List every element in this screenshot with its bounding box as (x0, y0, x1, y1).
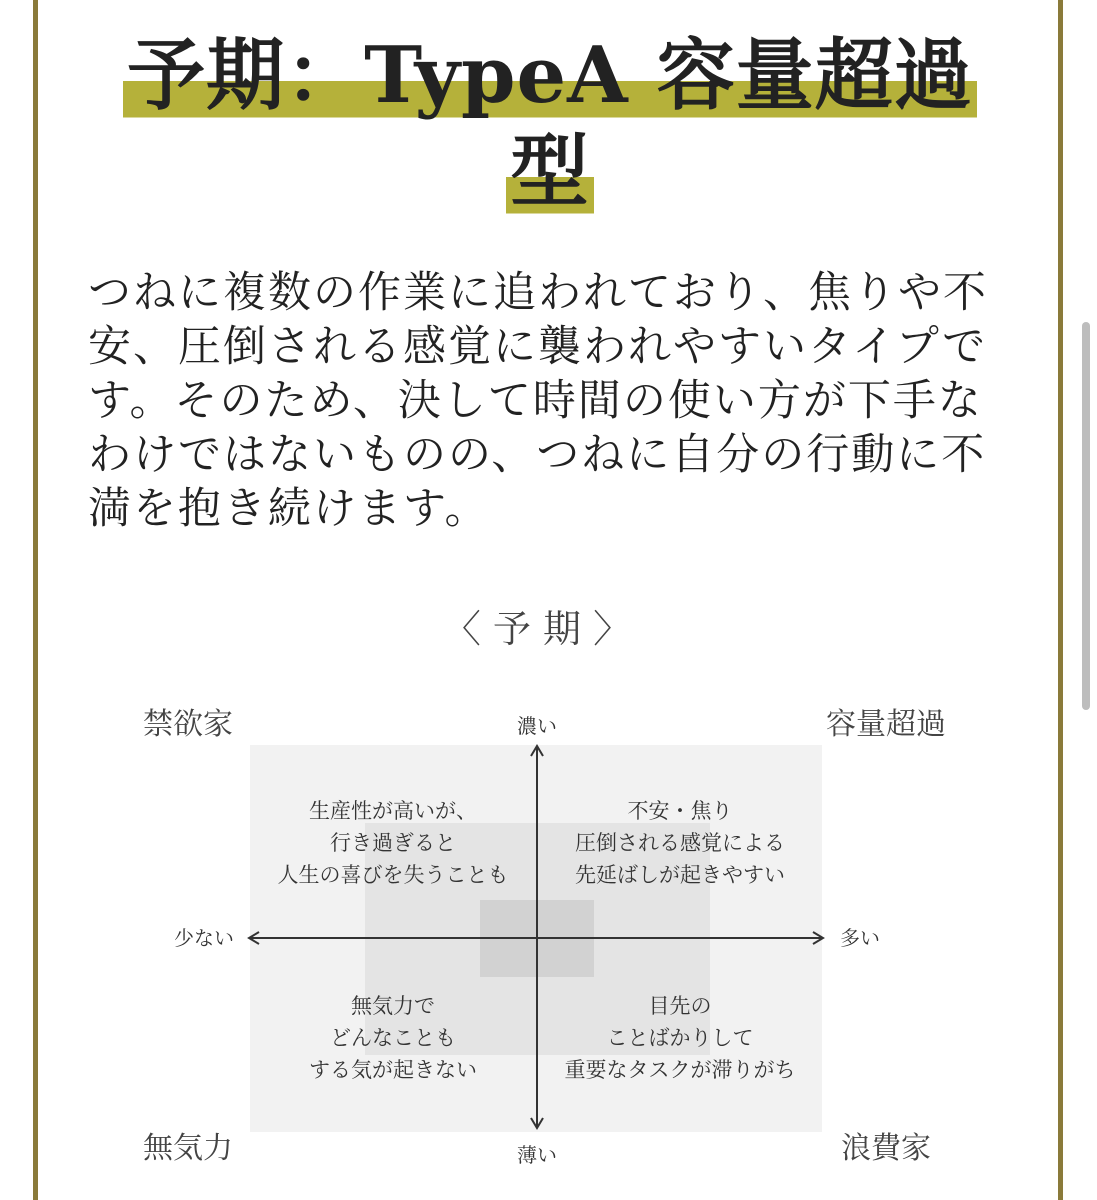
corner-label-bottom-right: 浪費家 (841, 1131, 931, 1166)
quadrant-top-right-line-2: 圧倒される感覚による (575, 831, 785, 855)
quadrant-top-left-line-1: 生産性が高いが、 (309, 799, 477, 823)
intro-paragraph: つねに複数の作業に追われており、焦りや不安、圧倒される感覚に襲われやすいタイプです。そのため、決して時間の使い方が下手なわけではないものの、つねに自分の行動に不満を抱き続けます。 (88, 268, 988, 534)
quadrant-top-right-line-3: 先延ばしが起きやすい (575, 863, 785, 887)
quadrant-bottom-right-line-1: 目先の (648, 994, 712, 1018)
axis-label-bottom: 薄い (517, 1143, 557, 1167)
quadrant-bottom-right-line-2: ことばかりして (606, 1026, 754, 1050)
title-line-1: 予期：TypeA 容量超過 (123, 30, 977, 121)
corner-label-top-left: 禁欲家 (143, 707, 233, 742)
corner-label-top-right: 容量超過 (826, 707, 946, 742)
axis-label-left: 少ない (174, 926, 234, 950)
diagram-heading: 〈 予 期 〉 (442, 607, 632, 651)
quadrant-bottom-left-line-1: 無気力で (351, 994, 435, 1018)
quadrant-bottom-left-line-3: する気が起きない (309, 1058, 477, 1082)
quadrant-bottom-left-line-2: どんなことも (330, 1026, 456, 1050)
quadrant-top-left-line-3: 人生の喜びを失うことも (277, 863, 509, 887)
title-line-2: 型 (506, 126, 593, 217)
quadrant-top-left-line-2: 行き過ぎると (330, 831, 456, 855)
quadrant-top-right-line-1: 不安・焦り (627, 799, 733, 823)
corner-label-bottom-left: 無気力 (143, 1131, 233, 1166)
axis-label-top: 濃い (517, 714, 557, 738)
quadrant-bottom-right-line-3: 重要なタスクが滞りがち (564, 1058, 796, 1082)
axis-label-right: 多い (840, 926, 880, 950)
